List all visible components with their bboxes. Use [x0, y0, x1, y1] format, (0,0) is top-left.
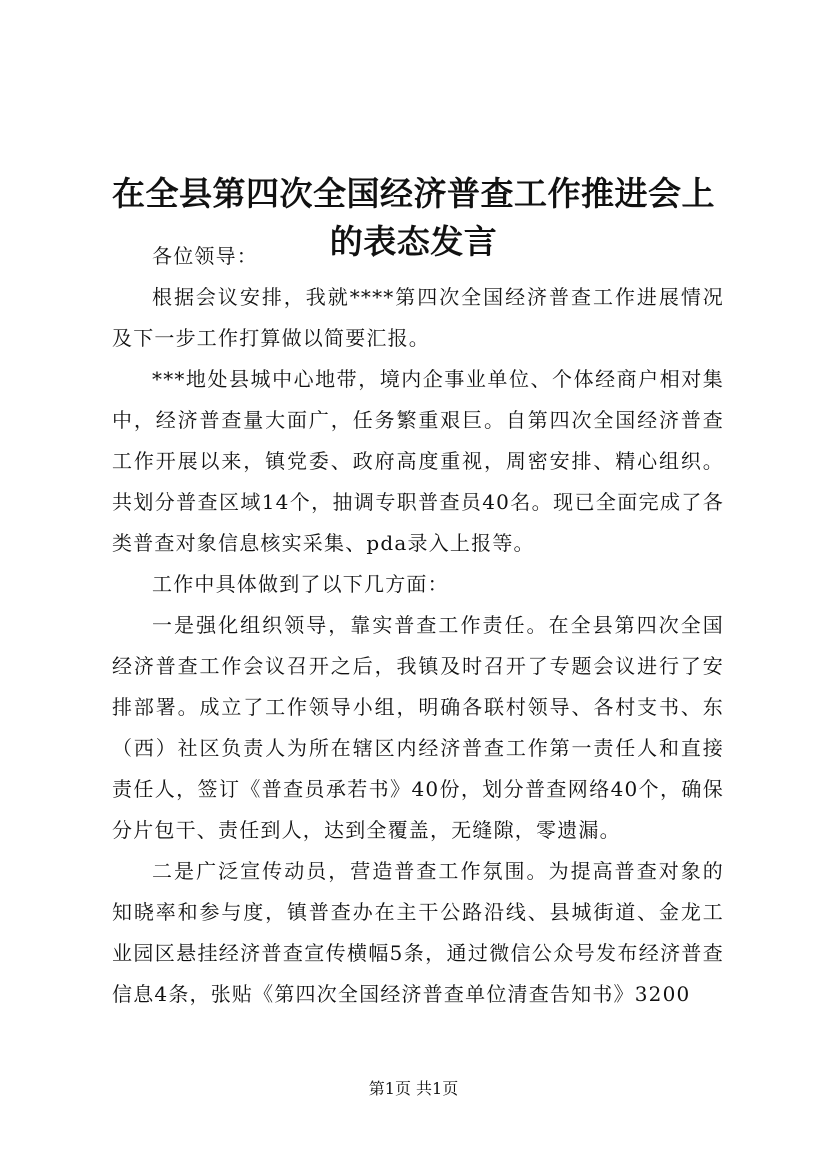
paragraph-overview: ***地处县城中心地带，境内企事业单位、个体经商户相对集中，经济普查量大面广，任务繁重艰巨。自第四次全国经济普查工作开展以来，镇党委、政府高度重视，周密安排、精心组织。共划分普查区域14个，抽调专职普查员40名。现已全面完成了各类普查对象信息核实采集、pda录入上报等。	[112, 367, 724, 555]
page-footer: 第1页 共1页	[368, 1079, 459, 1098]
paragraph-intro: 根据会议安排，我就****第四次全国经济普查工作进展情况及下一步工作打算做以简要汇报。	[112, 285, 724, 350]
paragraph-transition: 工作中具体做到了以下几方面：	[152, 572, 449, 596]
document-body	[112, 236, 724, 1015]
paragraph-salutation: 各位领导：	[152, 244, 258, 268]
paragraph-point-two: 二是广泛宣传动员，营造普查工作氛围。为提高普查对象的知晓率和参与度，镇普查办在主干公路沿线、县城街道、金龙工业园区悬挂经济普查宣传横幅5条，通过微信公众号发布经济普查信息4条，张贴《第四次全国经济普查单位清查告知书》3200	[112, 859, 724, 1006]
document-title: 在全县第四次全国经济普查工作推进会上的表态发言	[112, 174, 715, 262]
paragraph-point-one: 一是强化组织领导，靠实普查工作责任。在全县第四次全国经济普查工作会议召开之后，我镇及时召开了专题会议进行了安排部署。成立了工作领导小组，明确各联村领导、各村支书、东（西）社区负责人为所在辖区内经济普查工作第一责任人和直接责任人，签订《普查员承若书》40份，划分普查网络40个，确保分片包干、责任到人，达到全覆盖，无缝隙，零遗漏。	[112, 613, 724, 842]
